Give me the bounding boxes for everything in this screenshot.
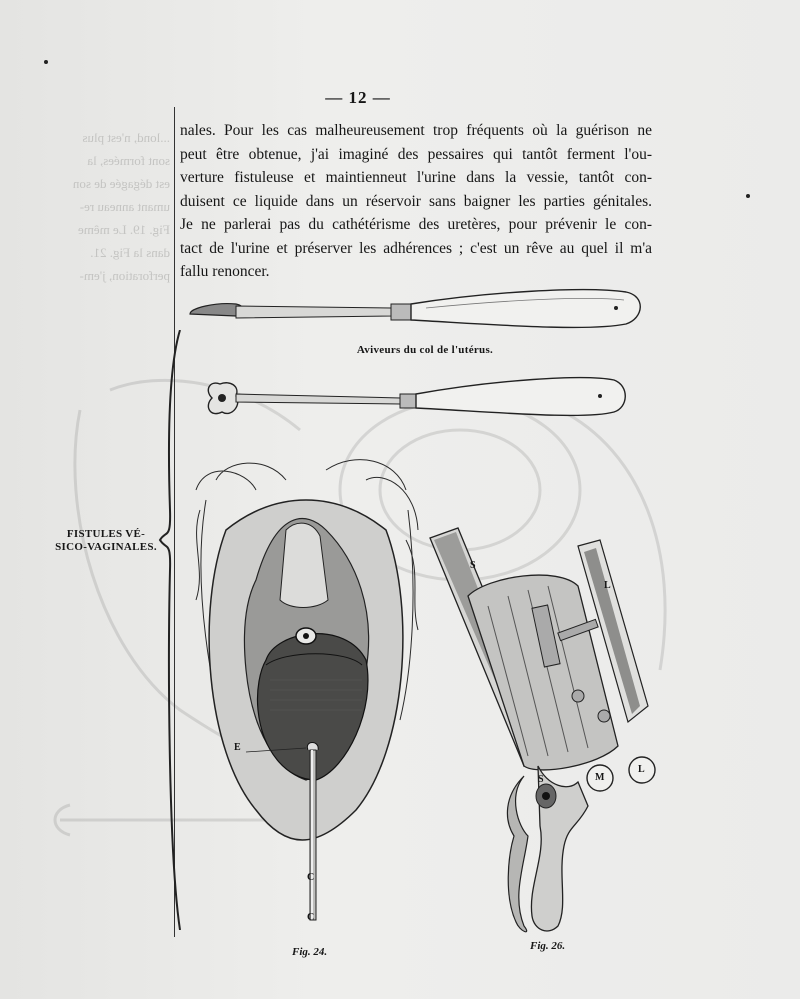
text-line: tact de l'urine et préserver les adhérences ; c'est un rêve au quel il m'a <box>180 239 652 257</box>
margin-note-line: FISTULES VÉ- <box>66 528 146 540</box>
fig26-label-s: S <box>538 774 544 785</box>
fig26-label-m: M <box>595 772 605 783</box>
text-line: duisent ce liquide dans un réservoir sans baigner les parties génitales. <box>180 192 652 210</box>
instrument-caption: Aviveurs du col de l'utérus. <box>356 344 494 356</box>
fig24-caption: Fig. 24. <box>292 946 328 958</box>
fig24-label-e: E <box>234 742 241 753</box>
fig24-label-c: C <box>307 912 315 923</box>
margin-brace <box>158 330 188 930</box>
figure-24-illustration <box>186 450 426 930</box>
show-through-text: ...lond, n'est plus sont formées, la est dégagée de son umant anneau re- Fig. 19. Le même dans la Fig. 21. perforation, j'em- <box>72 130 170 283</box>
page-number: — 12 — <box>325 88 391 107</box>
ink-speck <box>44 60 48 64</box>
fig26-label-s: S <box>470 560 476 571</box>
text-line: fallu renoncer. <box>180 263 270 280</box>
body-paragraph <box>180 119 652 284</box>
aviveur-instrument-round <box>204 370 630 430</box>
ink-speck <box>746 194 750 198</box>
fig24-label-c: C <box>307 872 315 883</box>
margin-note <box>46 528 166 554</box>
fig26-label-l: L <box>638 764 645 775</box>
text-line: nales. Pour les cas malheureusement trop fréquents où la guérison ne <box>180 122 652 139</box>
text-line: verture fistuleuse et maintienneut l'urine dans la vessie, tantôt con- <box>180 169 652 186</box>
text-line: peut être obtenue, j'ai imaginé des pessaires qui tantôt ferment l'ou- <box>180 145 652 163</box>
fig26-caption: Fig. 26. <box>530 940 566 952</box>
text-line: Je ne parlerai pas du cathétérisme des uretères, pour prévenir le con- <box>180 216 652 233</box>
figure-26-illustration <box>428 526 668 936</box>
fig26-label-l: L <box>604 580 611 591</box>
margin-note-line: SICO-VAGINALES. <box>55 541 157 553</box>
aviveur-instrument-spoon <box>186 284 646 344</box>
